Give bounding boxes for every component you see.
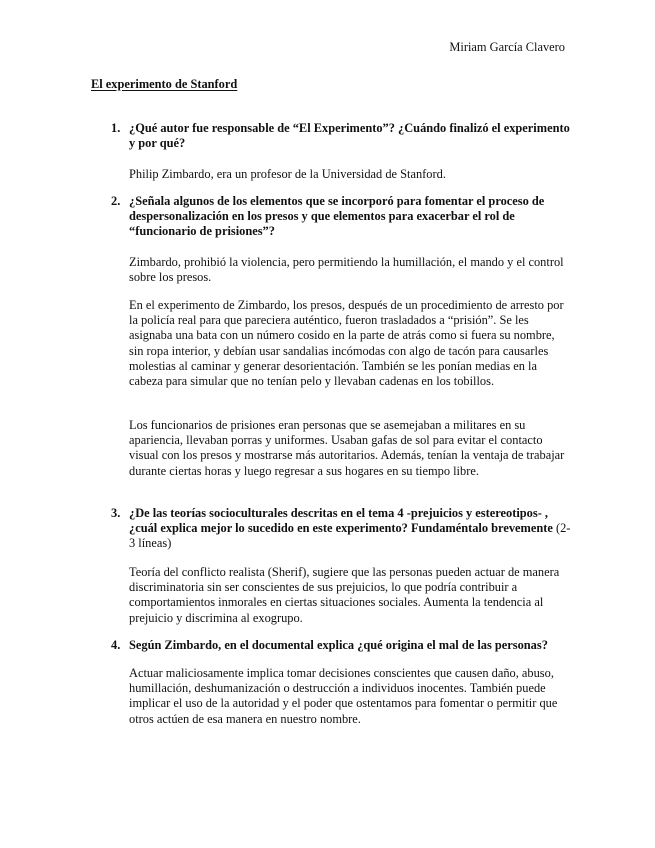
question-note: (2-3 líneas) (129, 521, 571, 551)
question-text: ¿Qué autor fue responsable de “El Experimento”? ¿Cuándo finalizó el experimento y por qué? (129, 121, 570, 151)
answer-paragraph: Los funcionarios de prisiones eran personas que se asemejaban a militares en su apariencia, llevaban porras y uniformes. Usaban gafas de sol para evitar el contacto visual con los presos y mostrarse más autoritarios. Además, tenían la ventaja de trabajar durante ciertas horas y luego regresar a sus hogares en su tiempo libre. (129, 418, 565, 478)
answer-paragraph: Actuar maliciosamente implica tomar decisiones conscientes que causen daño, abuso, humillación, deshumanización o destrucción a individuos inocentes. También puede implicar el uso de la autoridad y el poder que ostentamos para fomentar o permitir que otros actúen de esa manera en nuestro nombre. (129, 666, 558, 726)
answer-paragraph: Zimbardo, prohibió la violencia, pero permitiendo la humillación, el mando y el control sobre los presos. (129, 255, 564, 285)
question-2 (111, 194, 571, 240)
question-number: 3. (111, 506, 121, 520)
author-name: Miriam García Clavero (449, 40, 565, 54)
answer-paragraph: En el experimento de Zimbardo, los presos, después de un procedimiento de arresto por la policía real para que pareciera auténtico, fueron trasladados a “prisión”. Se les asignaba una bata con un número cosido en la parte de atrás como si fuera su nombre, sin ropa interior, y debían usar sandalias incómodas con algo de tacón para causarles molestias al caminar y generar desorientación. También se les ponían medias en la cabeza para simular que no tenían pelo y llevaban cadenas en los tobillos. (129, 298, 564, 389)
question-1 (111, 121, 571, 151)
answer-3 (129, 565, 569, 626)
question-4 (111, 638, 571, 653)
answer-2c (129, 418, 569, 479)
answer-4 (129, 666, 569, 727)
question-3 (111, 506, 571, 552)
question-text: ¿Señala algunos de los elementos que se incorporó para fomentar el proceso de despersonalización en los presos y que elementos para exacerbar el rol de “funcionario de prisiones”? (129, 194, 545, 239)
answer-2b (129, 298, 569, 389)
question-text (129, 506, 571, 552)
answer-2a (129, 255, 569, 285)
question-number: 2. (111, 194, 121, 208)
question-text-bold: ¿De las teorías socioculturales descritas en el tema 4 -prejuicios y estereotipos- , ¿cuál explica mejor lo sucedido en este experimento? Fundaméntalo brevemente (129, 506, 553, 536)
question-text: Según Zimbardo, en el documental explica ¿qué origina el mal de las personas? (129, 638, 548, 652)
answer-paragraph: Teoría del conflicto realista (Sherif), sugiere que las personas pueden actuar de manera discriminatoria sin ser conscientes de sus prejuicios, lo que podría contribuir a comportamientos inmorales en ciertas situaciones sociales. Aumenta la tendencia al prejuicio y discrimina al exogrupo. (129, 565, 560, 625)
document-title: El experimento de Stanford (91, 77, 238, 91)
question-number: 4. (111, 638, 121, 652)
answer-paragraph: Philip Zimbardo, era un profesor de la Universidad de Stanford. (129, 167, 446, 181)
question-number: 1. (111, 121, 121, 135)
answer-1 (129, 167, 569, 182)
